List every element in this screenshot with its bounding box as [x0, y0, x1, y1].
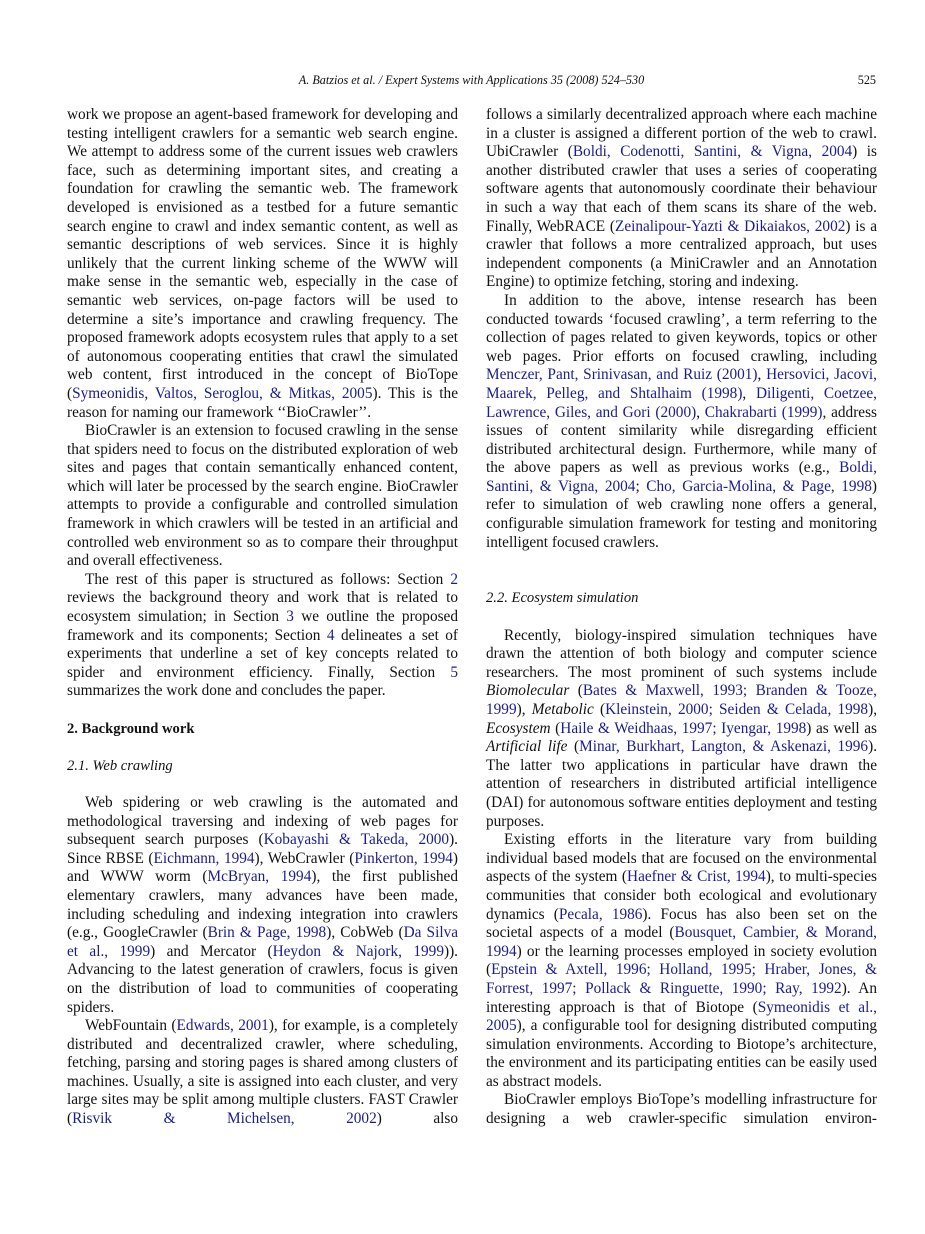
text-run: (: [550, 719, 561, 737]
citation-link[interactable]: Diligenti, Coetzee, Lawrence, Giles, and Gori (2000): [486, 384, 878, 421]
text-run: ) and Mercator (: [150, 942, 273, 960]
citation-link[interactable]: Bates & Maxwell, 1993; Branden & Tooze, 1999: [486, 682, 877, 718]
citation-link[interactable]: Boldi, Santini, & Vigna, 2004: [486, 459, 877, 495]
text-run: reviews the background theory and work that is related to ecosystem simulation; in Section: [67, 589, 458, 626]
italic-term: Metabolic: [531, 701, 594, 718]
text-run: ;: [635, 477, 647, 495]
text-run: delineates a set of experiments that underline a set of key concepts related to spider and environment efficiency. Finally, Section: [67, 626, 458, 681]
paragraph: [486, 1091, 877, 1128]
text-run: ) refer to simulation of web crawling none offers a general, configurable simulation framework for testing and monitoring intelligent focused crawlers.: [486, 477, 877, 551]
text-run: ), a configurable tool for designing distributed computing simulation environments. According to Biotope’s architecture, the environment and its participating entities can be easily used as abstract models.: [486, 1017, 877, 1090]
paragraph: [67, 422, 458, 571]
running-title: A. Batzios et al. / Expert Systems with Applications 35 (2008) 524–530: [298, 73, 645, 87]
paragraph: [486, 627, 877, 832]
text-run: , address issues of content similarity while disregarding efficient distributed architectural design. Furthermore, while many of the above papers as well as previous works (e.g.,: [486, 403, 877, 477]
citation-link[interactable]: McBryan, 1994: [207, 868, 312, 886]
citation-link[interactable]: Epstein & Axtell, 1996; Holland, 1995; Hraber, Jones, & Forrest, 1997; Pollack & Ringuette, 1990; Ray, 1992: [486, 961, 877, 997]
citation-link[interactable]: Risvik & Michelsen, 2002: [72, 1110, 377, 1128]
citation-link[interactable]: 4: [326, 626, 335, 644]
citation-link[interactable]: Hersovici, Jacovi, Maarek, Pelleg, and Shtalhaim (1998): [486, 366, 877, 402]
text-run: summarizes the work done and concludes the paper.: [67, 682, 386, 700]
text-run: Existing efforts in the literature vary from building individual based models that are focused on the environmental aspects of the system (: [486, 831, 877, 886]
citation-link[interactable]: Menczer, Pant, Srinivasan, and Ruiz (2001): [486, 366, 758, 384]
paragraph: [67, 1017, 458, 1129]
citation-link[interactable]: Edwards, 2001: [176, 1017, 269, 1035]
citation-link[interactable]: Bousquet, Cambier, & Morand, 1994: [486, 924, 877, 960]
citation-link[interactable]: Zeinalipour-Yazti & Dikaiakos, 2002: [614, 217, 846, 235]
citation-link[interactable]: Boldi, Codenotti, Santini, & Vigna, 2004: [572, 143, 853, 161]
text-run: ), to multi-species communities that consider both ecological and evolutionary dynamics (: [486, 868, 877, 923]
section-heading: 2. Background work: [67, 720, 195, 737]
citation-link[interactable]: Pecala, 1986: [558, 905, 643, 923]
citation-link[interactable]: Brin & Page, 1998: [207, 924, 327, 942]
italic-term: Artificial life: [486, 738, 568, 756]
text-run: (: [567, 738, 580, 756]
paragraph: [486, 106, 877, 292]
text-run: In addition to the above, intense research has been conducted towards ‘focused crawling’, a term referring to the collection of pages related to given keywords, topics or other web pages. Prior efforts on focused crawling, including: [486, 291, 877, 365]
paragraph: [67, 571, 458, 701]
text-run: ), CobWeb (: [326, 924, 404, 942]
citation-link[interactable]: Chakrabarti (1999): [704, 403, 823, 421]
citation-link[interactable]: Symeonidis et al., 2005: [486, 998, 877, 1035]
citation-link[interactable]: Minar, Burkhart, Langton, & Askenazi, 1996: [579, 738, 869, 756]
text-run: ), WebCrawler (: [254, 849, 355, 867]
text-run: ) is another distributed crawler that uses a series of cooperating software agents that autonomously coordinate their behaviour in such a way that each of them scans its share of the web. Finally, WebRACE (: [486, 143, 878, 235]
text-run: ). An interesting approach is that of Biotope (: [486, 979, 878, 1016]
citation-link[interactable]: 3: [286, 608, 294, 626]
citation-link[interactable]: Cho, Garcia-Molina, & Page, 1998: [646, 477, 872, 495]
text-run: ) or the learning processes employed in society evolution (: [486, 942, 877, 979]
text-run: WebFountain (: [85, 1017, 177, 1035]
paragraph: [486, 292, 877, 552]
text-run: ) also: [376, 1110, 458, 1128]
left-column: [67, 106, 458, 1129]
paragraph: [486, 831, 877, 1091]
text-run: ),: [868, 701, 878, 718]
citation-link[interactable]: Haile & Weidhaas, 1997; Iyengar, 1998: [560, 719, 807, 737]
paragraph: [67, 794, 458, 1017]
paragraph: [67, 106, 458, 422]
text-run: work we propose an agent-based framework for developing and testing intelligent crawlers for a semantic web search engine. We attempt to address some of the current issues web crawlers face, such as determining important sites, and creating a foundation for crawling the semantic web. The framework developed is envisioned as a testbed for a future semantic search engine to crawl and index semantic content, as well as semantic descriptions of web services. Since it is highly unlikely that the current linking scheme of the WWW will make sense in the semantic web, especially in the case of semantic web services, on-page factors will be used to determine a site’s importance and crawling frequency. The proposed framework adopts ecosystem rules that apply to a set of autonomous cooperating entities that crawl the simulated web content, first introduced in the concept of BioTope (: [67, 106, 458, 402]
citation-link[interactable]: Pinkerton, 1994: [354, 849, 453, 867]
text-run: ,: [696, 403, 705, 421]
text-run: BioCrawler employs BioTope’s modelling infrastructure for designing a web crawler-specific simulation environ-: [486, 1091, 877, 1128]
text-run: ). Focus has also been set on the societal aspects of a model (: [486, 905, 877, 942]
text-run: ) and WWW worm (: [67, 849, 458, 886]
text-run: ). This is the reason for naming our framework ‘‘BioCrawler’’.: [67, 384, 458, 421]
text-run: The rest of this paper is structured as follows: Section: [85, 570, 451, 588]
running-header: [67, 73, 876, 89]
text-run: we outline the proposed framework and its components; Section: [67, 608, 458, 644]
right-column: [486, 106, 877, 1129]
text-run: (: [593, 701, 606, 718]
text-run: ,: [742, 384, 756, 402]
page-number: 525: [857, 73, 876, 87]
text-run: (: [569, 682, 583, 700]
text-run: Web spidering or web crawling is the automated and methodological traversing and indexing of web pages for subsequent search purposes (: [67, 793, 458, 849]
text-run: ). The latter two applications in particular have drawn the attention of researchers in distributed artificial intelligence (DAI) for autonomous software entities deployment and testing purposes.: [486, 738, 878, 830]
text-run: ), the first published elementary crawlers, many advances have been made, including scheduling and indexing integration into crawlers (e.g., GoogleCrawler (: [67, 868, 458, 942]
citation-link[interactable]: Kleinstein, 2000; Seiden & Celada, 1998: [605, 701, 869, 718]
text-run: follows a similarly decentralized approach where each machine in a cluster is assigned a different portion of the web to crawl. UbiCrawler (: [486, 106, 877, 161]
citation-link[interactable]: 5: [450, 663, 458, 681]
text-run: BioCrawler is an extension to focused crawling in the sense that spiders need to focus on the distributed exploration of web sites and pages that contain semantically enhanced content, which will later be processed by the search engine. BioCrawler attempts to provide a configurable and controlled simulation framework in which crawlers will be tested in an artificial and controlled web environment so as to compare their throughput and overall effectiveness.: [67, 422, 458, 570]
citation-link[interactable]: Da Silva et al., 1999: [67, 924, 459, 960]
citation-link[interactable]: Symeonidis, Valtos, Seroglou, & Mitkas, 2005: [72, 384, 373, 402]
text-run: ,: [757, 366, 767, 384]
citation-link[interactable]: Eichmann, 1994: [153, 849, 255, 867]
italic-term: Biomolecular: [486, 682, 570, 700]
subsection-heading: 2.2. Ecosystem simulation: [486, 590, 639, 607]
text-run: Recently, biology-inspired simulation techniques have drawn the attention of both biology and computer science researchers. The most prominent of such systems include: [486, 626, 877, 681]
subsection-heading: 2.1. Web crawling: [67, 757, 173, 774]
italic-term: Ecosystem: [486, 719, 551, 737]
text-run: ). Since RBSE (: [67, 831, 458, 867]
text-run: ) as well as: [806, 719, 878, 737]
citation-link[interactable]: 2: [450, 570, 458, 588]
text-run: ),: [516, 701, 532, 718]
citation-link[interactable]: Kobayashi & Takeda, 2000: [263, 831, 450, 849]
text-run: )). Advancing to the latest generation of crawlers, focus is given on the distribution of load to communities of cooperating spiders.: [67, 942, 458, 1016]
text-run: ) is a crawler that follows a more centralized approach, but uses independent components (a MiniCrawler and an Annotation Engine) to optimize fetching, storing and indexing.: [486, 217, 877, 291]
citation-link[interactable]: Heydon & Najork, 1999: [272, 942, 444, 960]
text-run: ), for example, is a completely distributed and decentralized crawler, where scheduling, fetching, parsing and storing pages is shared among clusters of machines. Usually, a site is assigned into each cluster, and very large sites may be split among multiple clusters. FAST Crawler (: [67, 1017, 458, 1128]
citation-link[interactable]: Haefner & Crist, 1994: [627, 868, 766, 886]
